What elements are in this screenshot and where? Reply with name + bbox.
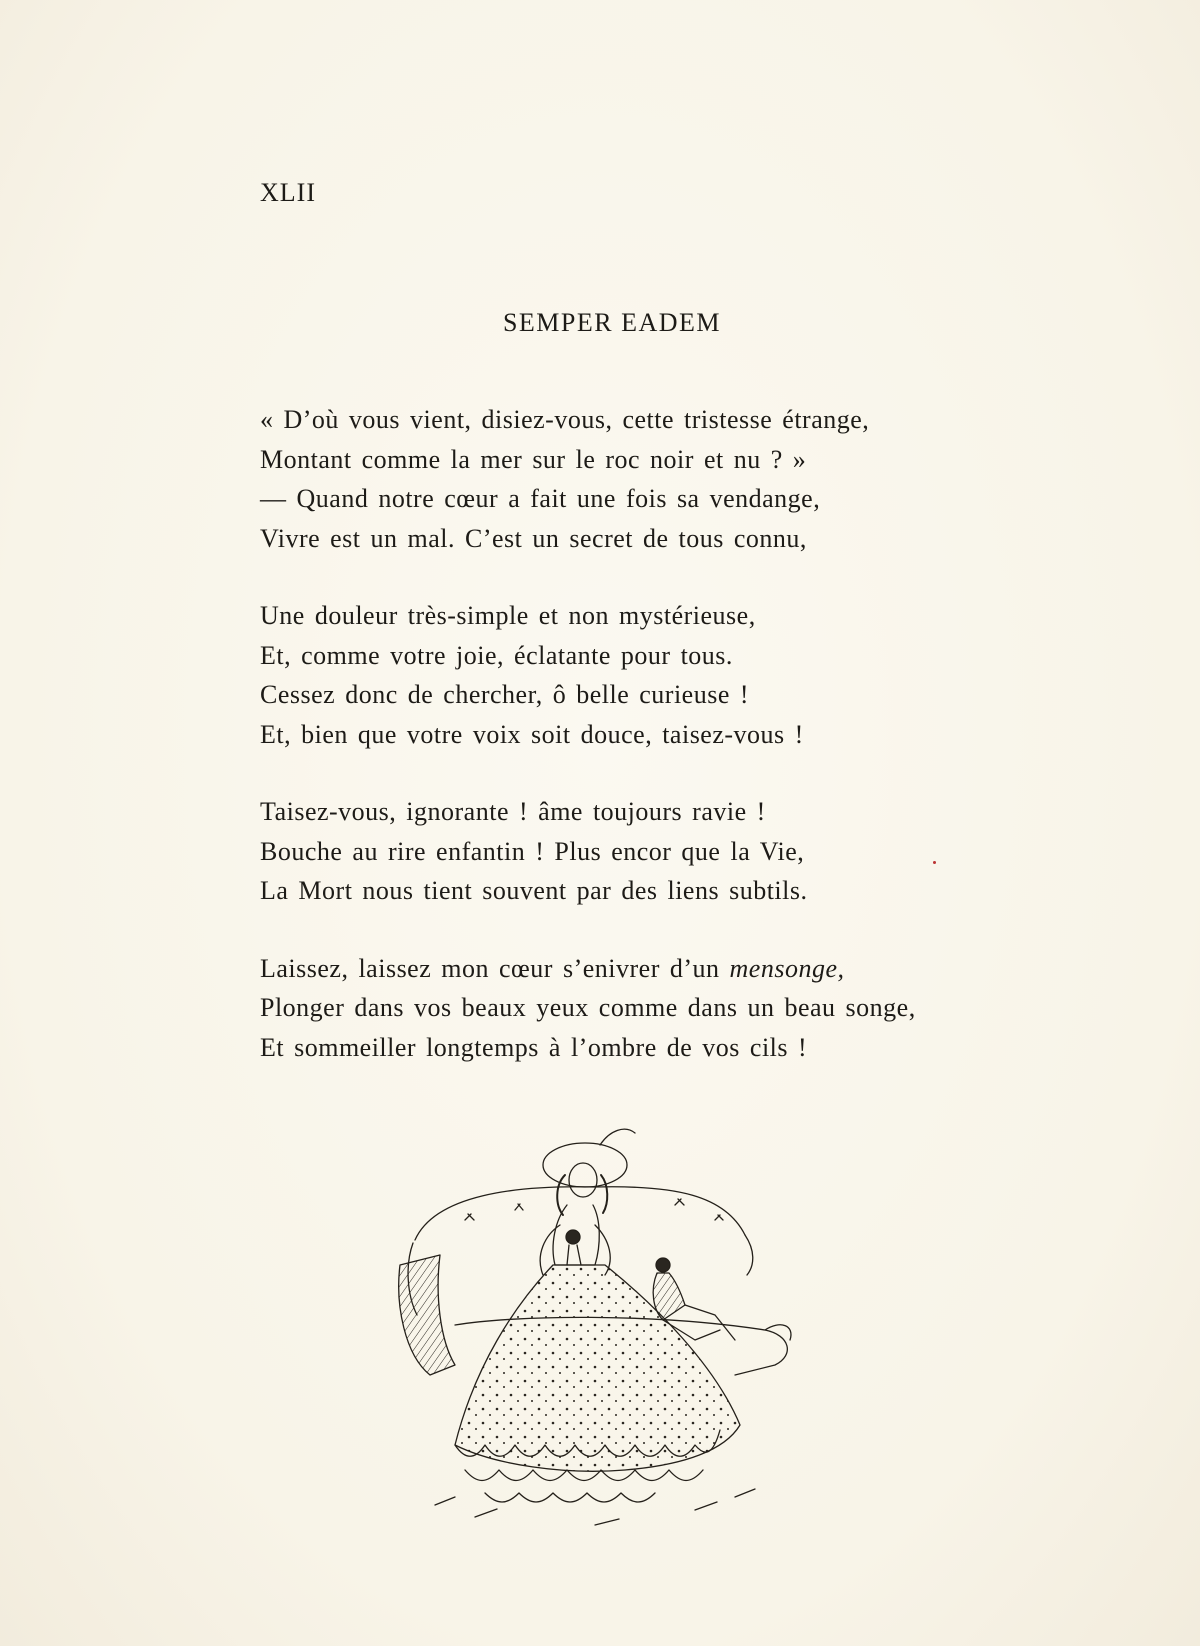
stanza-2 bbox=[260, 596, 1160, 754]
verse-line: « D’où vous vient, disiez-vous, cette tristesse étrange, bbox=[260, 405, 870, 434]
verse-line: Plonger dans vos beaux yeux comme dans un beau songe, bbox=[260, 993, 916, 1022]
verse-line: Bouche au rire enfantin ! Plus encor que la Vie, bbox=[260, 836, 805, 866]
stanza-1 bbox=[260, 400, 1160, 558]
italic-word: mensonge, bbox=[729, 953, 845, 983]
stanza-4 bbox=[260, 949, 1160, 1068]
verse-line bbox=[260, 949, 1160, 989]
section-number: XLII bbox=[260, 178, 316, 207]
poem-title: SEMPER EADEM bbox=[502, 308, 722, 337]
verse-line: Une douleur très-simple et non mystérieuse, bbox=[260, 601, 756, 630]
verse-line: La Mort nous tient souvent par des liens subtils. bbox=[260, 876, 808, 905]
verse-text: Laissez, laissez mon cœur s’enivrer d’un bbox=[260, 953, 720, 983]
stanza-3 bbox=[260, 792, 1160, 911]
etching-woman-on-sofa-illustration bbox=[395, 1125, 835, 1535]
ink-speck bbox=[933, 861, 936, 864]
verse-line: Et sommeiller longtemps à l’ombre de vos cils ! bbox=[260, 1032, 808, 1062]
verse-line: Cessez donc de chercher, ô belle curieuse ! bbox=[260, 680, 750, 709]
verse-line: Montant comme la mer sur le roc noir et nu ? » bbox=[260, 444, 807, 474]
verse-line: — Quand notre cœur a fait une fois sa vendange, bbox=[260, 484, 821, 513]
verse-line: Vivre est un mal. C’est un secret de tous connu, bbox=[260, 523, 807, 553]
poem-body bbox=[260, 400, 1160, 1105]
verse-line: Taisez-vous, ignorante ! âme toujours ravie ! bbox=[260, 797, 766, 826]
verse-line: Et, bien que votre voix soit douce, taisez-vous ! bbox=[260, 719, 804, 749]
verse-line: Et, comme votre joie, éclatante pour tous. bbox=[260, 640, 733, 670]
